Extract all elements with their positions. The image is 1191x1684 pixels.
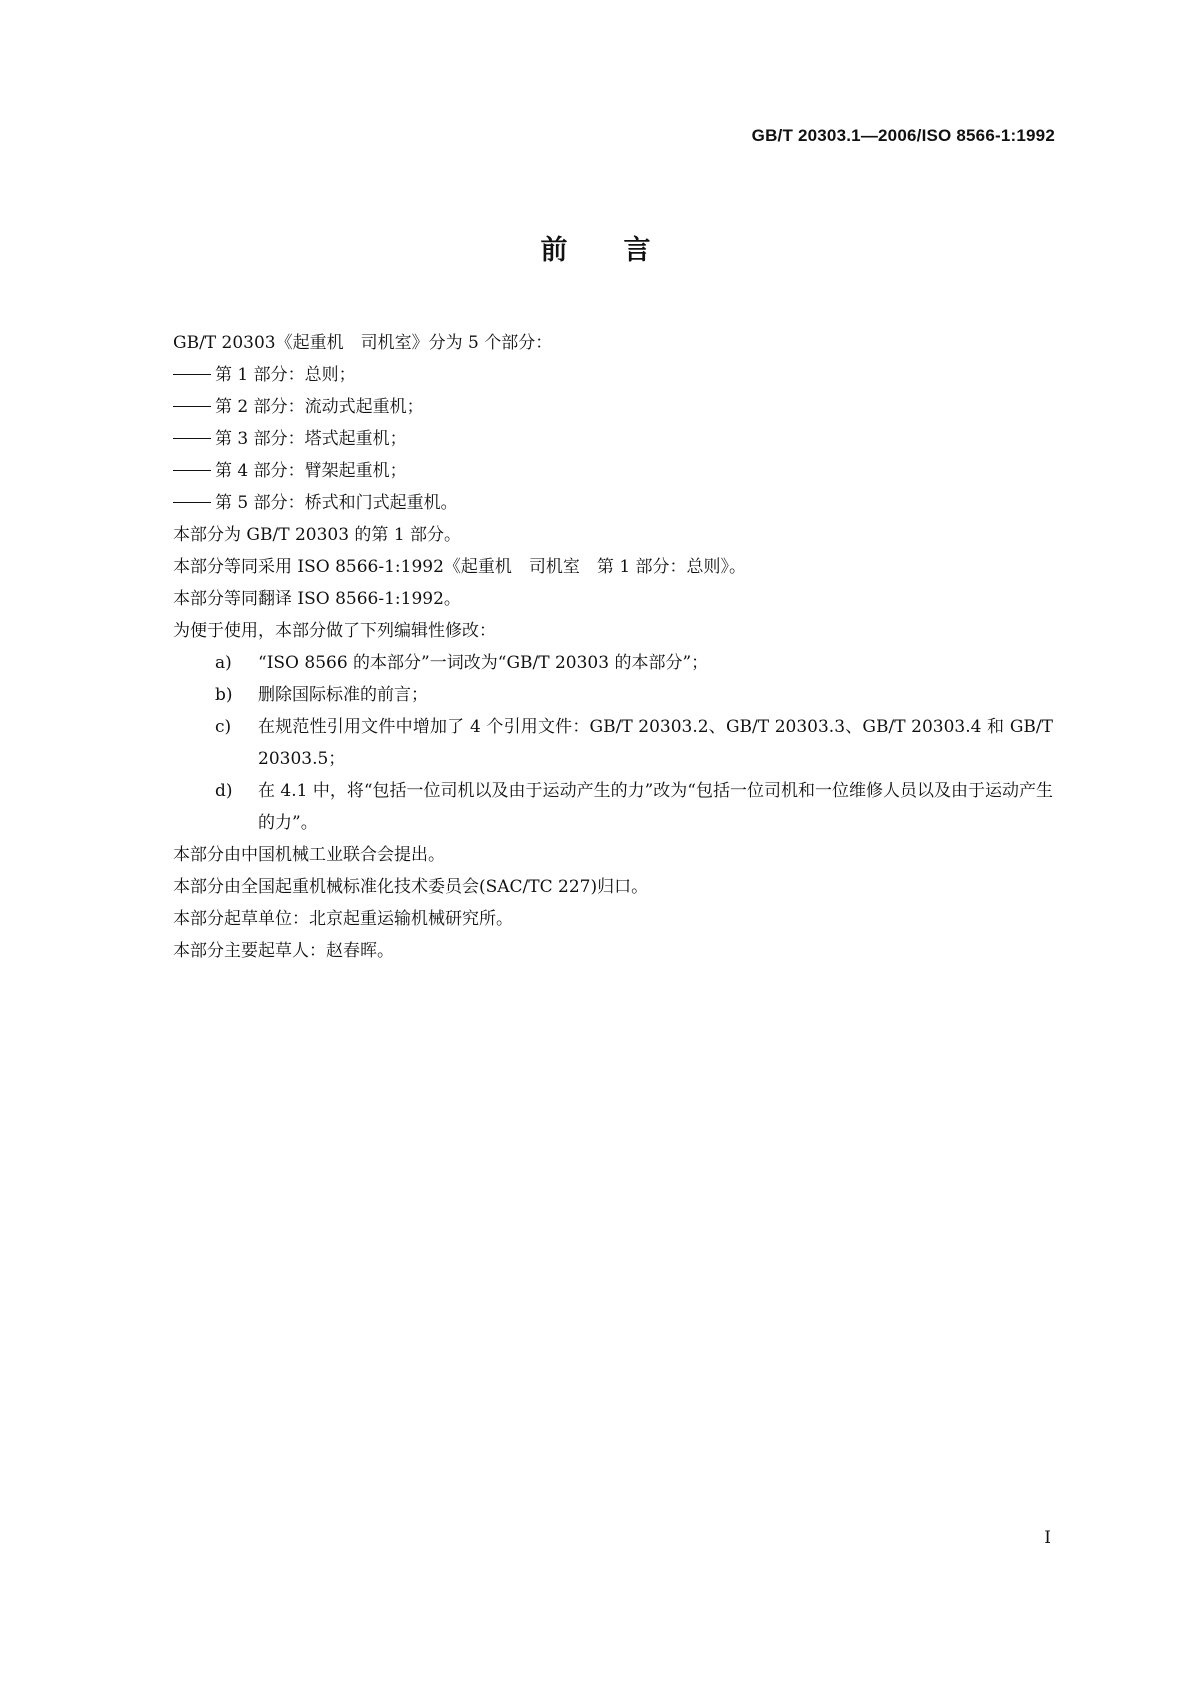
em-dash-marker: [173, 438, 215, 439]
part-list-item: [173, 487, 1053, 519]
em-dash-marker: [173, 406, 215, 407]
statement-paragraph: 本部分由全国起重机械标准化技术委员会(SAC/TC 227)归口。: [173, 877, 649, 897]
em-dash-marker: [173, 470, 215, 471]
statement-paragraph: 本部分由中国机械工业联合会提出。: [173, 845, 445, 865]
edit-list-item: [173, 647, 1053, 679]
statement-paragraph: 本部分等同翻译 ISO 8566-1:1992。: [173, 589, 461, 609]
part-list-item: [173, 359, 1053, 391]
edit-marker: c): [215, 717, 232, 737]
edit-text: 在 4.1 中，将“包括一位司机以及由于运动产生的力”改为“包括一位司机和一位维修人员以及由于运动产生的力”。: [258, 781, 1053, 833]
edit-text: 删除国际标准的前言；: [258, 685, 428, 705]
part-text: 第 3 部分：塔式起重机；: [215, 429, 407, 449]
edit-list-item: [173, 679, 1053, 711]
page-title: 前言: [540, 235, 707, 266]
part-text: 第 1 部分：总则；: [215, 365, 356, 385]
statement-paragraph: 本部分等同采用 ISO 8566-1:1992《起重机 司机室 第 1 部分：总则》。: [173, 557, 747, 577]
part-list-item: [173, 455, 1053, 487]
statement-paragraph: 本部分为 GB/T 20303 的第 1 部分。: [173, 525, 462, 545]
em-dash-marker: [173, 502, 215, 503]
edit-text: 在规范性引用文件中增加了 4 个引用文件：GB/T 20303.2、GB/T 20303.3、GB/T 20303.4 和 GB/T 20303.5；: [258, 717, 1053, 769]
edit-list-item: [173, 775, 1053, 839]
part-text: 第 4 部分：臂架起重机；: [215, 461, 407, 481]
page-number: I: [1044, 1528, 1051, 1548]
part-list-item: [173, 423, 1053, 455]
standard-code-header: GB/T 20303.1—2006/ISO 8566-1:1992: [751, 126, 1055, 145]
edit-text: “ISO 8566 的本部分”一词改为“GB/T 20303 的本部分”；: [258, 653, 709, 673]
edit-marker: b): [215, 685, 233, 705]
edit-marker: d): [215, 781, 233, 801]
part-list-item: [173, 391, 1053, 423]
edit-list-item: [173, 711, 1053, 775]
part-text: 第 5 部分：桥式和门式起重机。: [215, 493, 458, 513]
document-body: [173, 327, 1053, 967]
part-text: 第 2 部分：流动式起重机；: [215, 397, 424, 417]
statement-paragraph: 为便于使用，本部分做了下列编辑性修改：: [173, 621, 496, 641]
statement-paragraph: 本部分主要起草人：赵春晖。: [173, 941, 394, 961]
edit-marker: a): [215, 653, 232, 673]
statement-paragraph: 本部分起草单位：北京起重运输机械研究所。: [173, 909, 513, 929]
em-dash-marker: [173, 374, 215, 375]
intro-paragraph: GB/T 20303《起重机 司机室》分为 5 个部分：: [173, 333, 553, 353]
